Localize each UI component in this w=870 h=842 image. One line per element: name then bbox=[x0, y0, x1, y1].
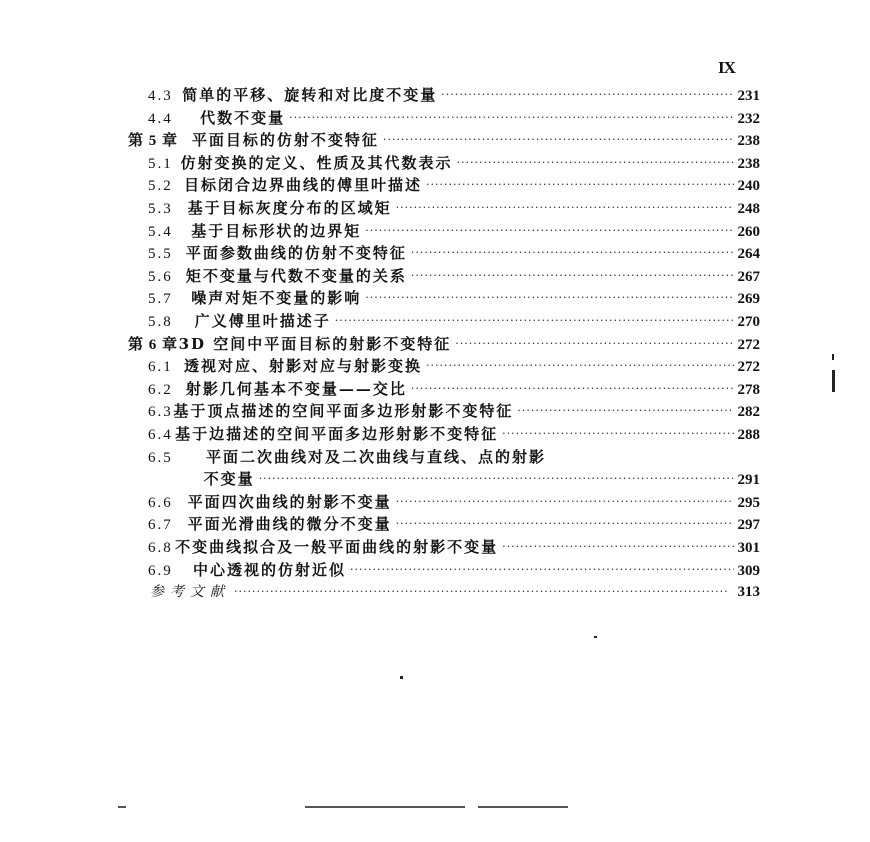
toc-entry-page: 291 bbox=[737, 472, 760, 489]
toc-entry-page: 272 bbox=[737, 336, 760, 353]
toc-leader-dots bbox=[365, 220, 733, 242]
toc-entry bbox=[148, 152, 760, 174]
toc-entry-title: 噪声对矩不变量的影响 bbox=[191, 289, 362, 308]
toc-entry-number: 6.6 bbox=[148, 494, 173, 511]
scan-mark bbox=[832, 370, 835, 392]
toc-leader-dots bbox=[455, 333, 733, 355]
toc-entry-page: 248 bbox=[737, 201, 760, 217]
toc-entry-number: 6.9 bbox=[148, 562, 173, 579]
scan-mark bbox=[832, 354, 834, 360]
toc-entry bbox=[128, 129, 760, 151]
toc-entry bbox=[150, 581, 760, 603]
toc-entry-page: 264 bbox=[737, 246, 760, 263]
toc-entry-title: 不变量 bbox=[203, 470, 255, 489]
toc-leader-dots bbox=[365, 287, 733, 309]
toc-leader-dots bbox=[383, 129, 734, 151]
toc-entry-title: 平面四次曲线的射影不变量 bbox=[187, 492, 392, 511]
toc-entry-page: 288 bbox=[737, 427, 760, 443]
toc-entry-title: 仿射变换的定义、性质及其代数表示 bbox=[180, 153, 453, 172]
toc-entry-number: 5.8 bbox=[148, 314, 173, 330]
toc-entry bbox=[148, 355, 760, 377]
toc-entry-page: 278 bbox=[737, 381, 760, 398]
toc-leader-dots bbox=[350, 559, 734, 581]
toc-entry-title: 矩不变量与代数不变量的关系 bbox=[185, 266, 407, 285]
toc-entry bbox=[148, 220, 760, 242]
toc-entry-title: 中心透视的仿射近似 bbox=[192, 560, 346, 579]
toc-entry bbox=[148, 513, 760, 535]
toc-entry-page: 270 bbox=[737, 314, 760, 330]
toc-leader-dots bbox=[502, 423, 733, 445]
toc-entry-number: 6.5 bbox=[148, 449, 173, 466]
toc-leader-dots bbox=[517, 400, 733, 422]
toc-entry bbox=[148, 197, 760, 219]
toc-entry bbox=[148, 491, 760, 513]
toc-leader-dots bbox=[411, 265, 734, 287]
toc-entry-number: 5.6 bbox=[148, 268, 173, 285]
scan-mark bbox=[594, 636, 597, 638]
toc-entry-title: 参考文献 bbox=[150, 584, 230, 601]
toc-leader-dots bbox=[396, 513, 734, 535]
toc-entry-title: 平面二次曲线对及二次曲线与直线、点的射影 bbox=[206, 447, 547, 466]
toc-entry-page: 232 bbox=[737, 110, 760, 127]
toc-entry-page: 240 bbox=[737, 178, 760, 195]
toc-entry-number: 6.4 bbox=[148, 427, 173, 443]
toc-entry-title: 广义傅里叶描述子 bbox=[194, 312, 331, 330]
toc-entry-title: 基于边描述的空间平面多边形射影不变特征 bbox=[175, 425, 499, 443]
toc-entry-title: 基于顶点描述的空间平面多边形射影不变特征 bbox=[173, 402, 514, 421]
toc-leader-dots bbox=[335, 310, 734, 332]
toc-entry-page: 297 bbox=[737, 517, 760, 534]
toc-entry-title: 基于目标形状的边界矩 bbox=[191, 221, 362, 240]
scan-mark bbox=[400, 676, 403, 679]
toc-entry bbox=[148, 378, 760, 400]
toc-entry bbox=[148, 310, 760, 332]
toc-leader-dots bbox=[289, 107, 733, 129]
toc-entry-number: 5.2 bbox=[148, 178, 173, 195]
toc-entry-title: 代数不变量 bbox=[200, 108, 286, 127]
toc-entry bbox=[148, 107, 760, 129]
toc-entry-title: 3D 空间中平面目标的射影不变特征 bbox=[178, 334, 452, 353]
toc-entry-title: 射影几何基本不变量——交比 bbox=[185, 379, 407, 398]
toc-entry-page: 301 bbox=[737, 540, 760, 556]
toc-entry-title: 不变曲线拟合及一般平面曲线的射影不变量 bbox=[175, 538, 499, 556]
toc-entry-page: 238 bbox=[737, 155, 760, 172]
toc-entry-number: 4.4 bbox=[148, 110, 173, 127]
toc-entry-title: 平面光滑曲线的微分不变量 bbox=[187, 515, 392, 534]
toc-entry-page: 272 bbox=[737, 359, 760, 376]
toc-entry-page: 269 bbox=[737, 291, 760, 308]
toc-entry-number: 第 5 章 bbox=[128, 133, 179, 150]
toc-entry-number: 5.1 bbox=[148, 155, 173, 172]
toc-entry bbox=[148, 242, 760, 264]
toc-entry bbox=[148, 536, 760, 558]
toc-entry-page: 260 bbox=[737, 223, 760, 240]
page-number: IX bbox=[718, 58, 735, 77]
toc-entry bbox=[148, 174, 760, 196]
toc-entry-page: 267 bbox=[737, 268, 760, 285]
toc-entry-title: 简单的平移、旋转和对比度不变量 bbox=[182, 86, 438, 104]
toc-leader-dots bbox=[411, 242, 734, 264]
scan-mark bbox=[305, 806, 465, 808]
toc-leader-dots bbox=[502, 536, 733, 558]
toc-entry-number: 6.3 bbox=[148, 404, 173, 421]
toc-entry bbox=[148, 400, 760, 422]
toc-entry-title: 基于目标灰度分布的区域矩 bbox=[187, 199, 392, 217]
toc-entry-number: 6.7 bbox=[148, 517, 173, 534]
toc-entry bbox=[148, 423, 760, 445]
toc-leader-dots bbox=[426, 174, 733, 196]
toc-entry-title: 透视对应、射影对应与射影变换 bbox=[184, 357, 423, 376]
toc-entry-title: 目标闭合边界曲线的傅里叶描述 bbox=[184, 176, 423, 195]
toc-entry-number: 6.2 bbox=[148, 381, 173, 398]
toc-leader-dots bbox=[441, 84, 733, 106]
toc-leader-dots bbox=[259, 468, 734, 490]
toc-leader-dots bbox=[396, 491, 734, 513]
toc-entry bbox=[148, 265, 760, 287]
toc-entry-number: 第 6 章 bbox=[128, 336, 179, 353]
toc-leader-dots bbox=[396, 197, 734, 219]
toc-entry bbox=[128, 333, 760, 355]
toc-entry-number: 6.8 bbox=[148, 540, 173, 556]
toc-entry-page: 231 bbox=[737, 88, 760, 104]
toc-leader-dots bbox=[234, 581, 734, 603]
toc-entry bbox=[148, 468, 760, 490]
toc-entry-page: 295 bbox=[737, 494, 760, 511]
toc-entry-number: 5.3 bbox=[148, 201, 173, 217]
toc-entry-page: 282 bbox=[737, 404, 760, 421]
toc-entry bbox=[148, 84, 760, 106]
toc-entry bbox=[148, 287, 760, 309]
toc-entry-number: 6.1 bbox=[148, 359, 173, 376]
toc-entry-page: 238 bbox=[737, 133, 760, 150]
toc-leader-dots bbox=[411, 378, 734, 400]
toc-leader-dots bbox=[426, 355, 733, 377]
toc-entry bbox=[148, 446, 760, 468]
toc-entry-number: 5.7 bbox=[148, 291, 173, 308]
toc-entry-number: 5.5 bbox=[148, 246, 173, 263]
toc-entry-number: 5.4 bbox=[148, 223, 173, 240]
toc-entry-page: 313 bbox=[737, 584, 760, 601]
toc-leader-dots bbox=[457, 152, 734, 174]
toc-entry-title: 平面参数曲线的仿射不变特征 bbox=[185, 244, 407, 263]
toc-entry-title: 平面目标的仿射不变特征 bbox=[191, 131, 379, 150]
toc-entry bbox=[148, 559, 760, 581]
scan-mark bbox=[118, 806, 126, 808]
toc-entry-number: 4.3 bbox=[148, 88, 173, 104]
toc-entry-page: 309 bbox=[737, 562, 760, 579]
scan-mark bbox=[478, 806, 568, 808]
